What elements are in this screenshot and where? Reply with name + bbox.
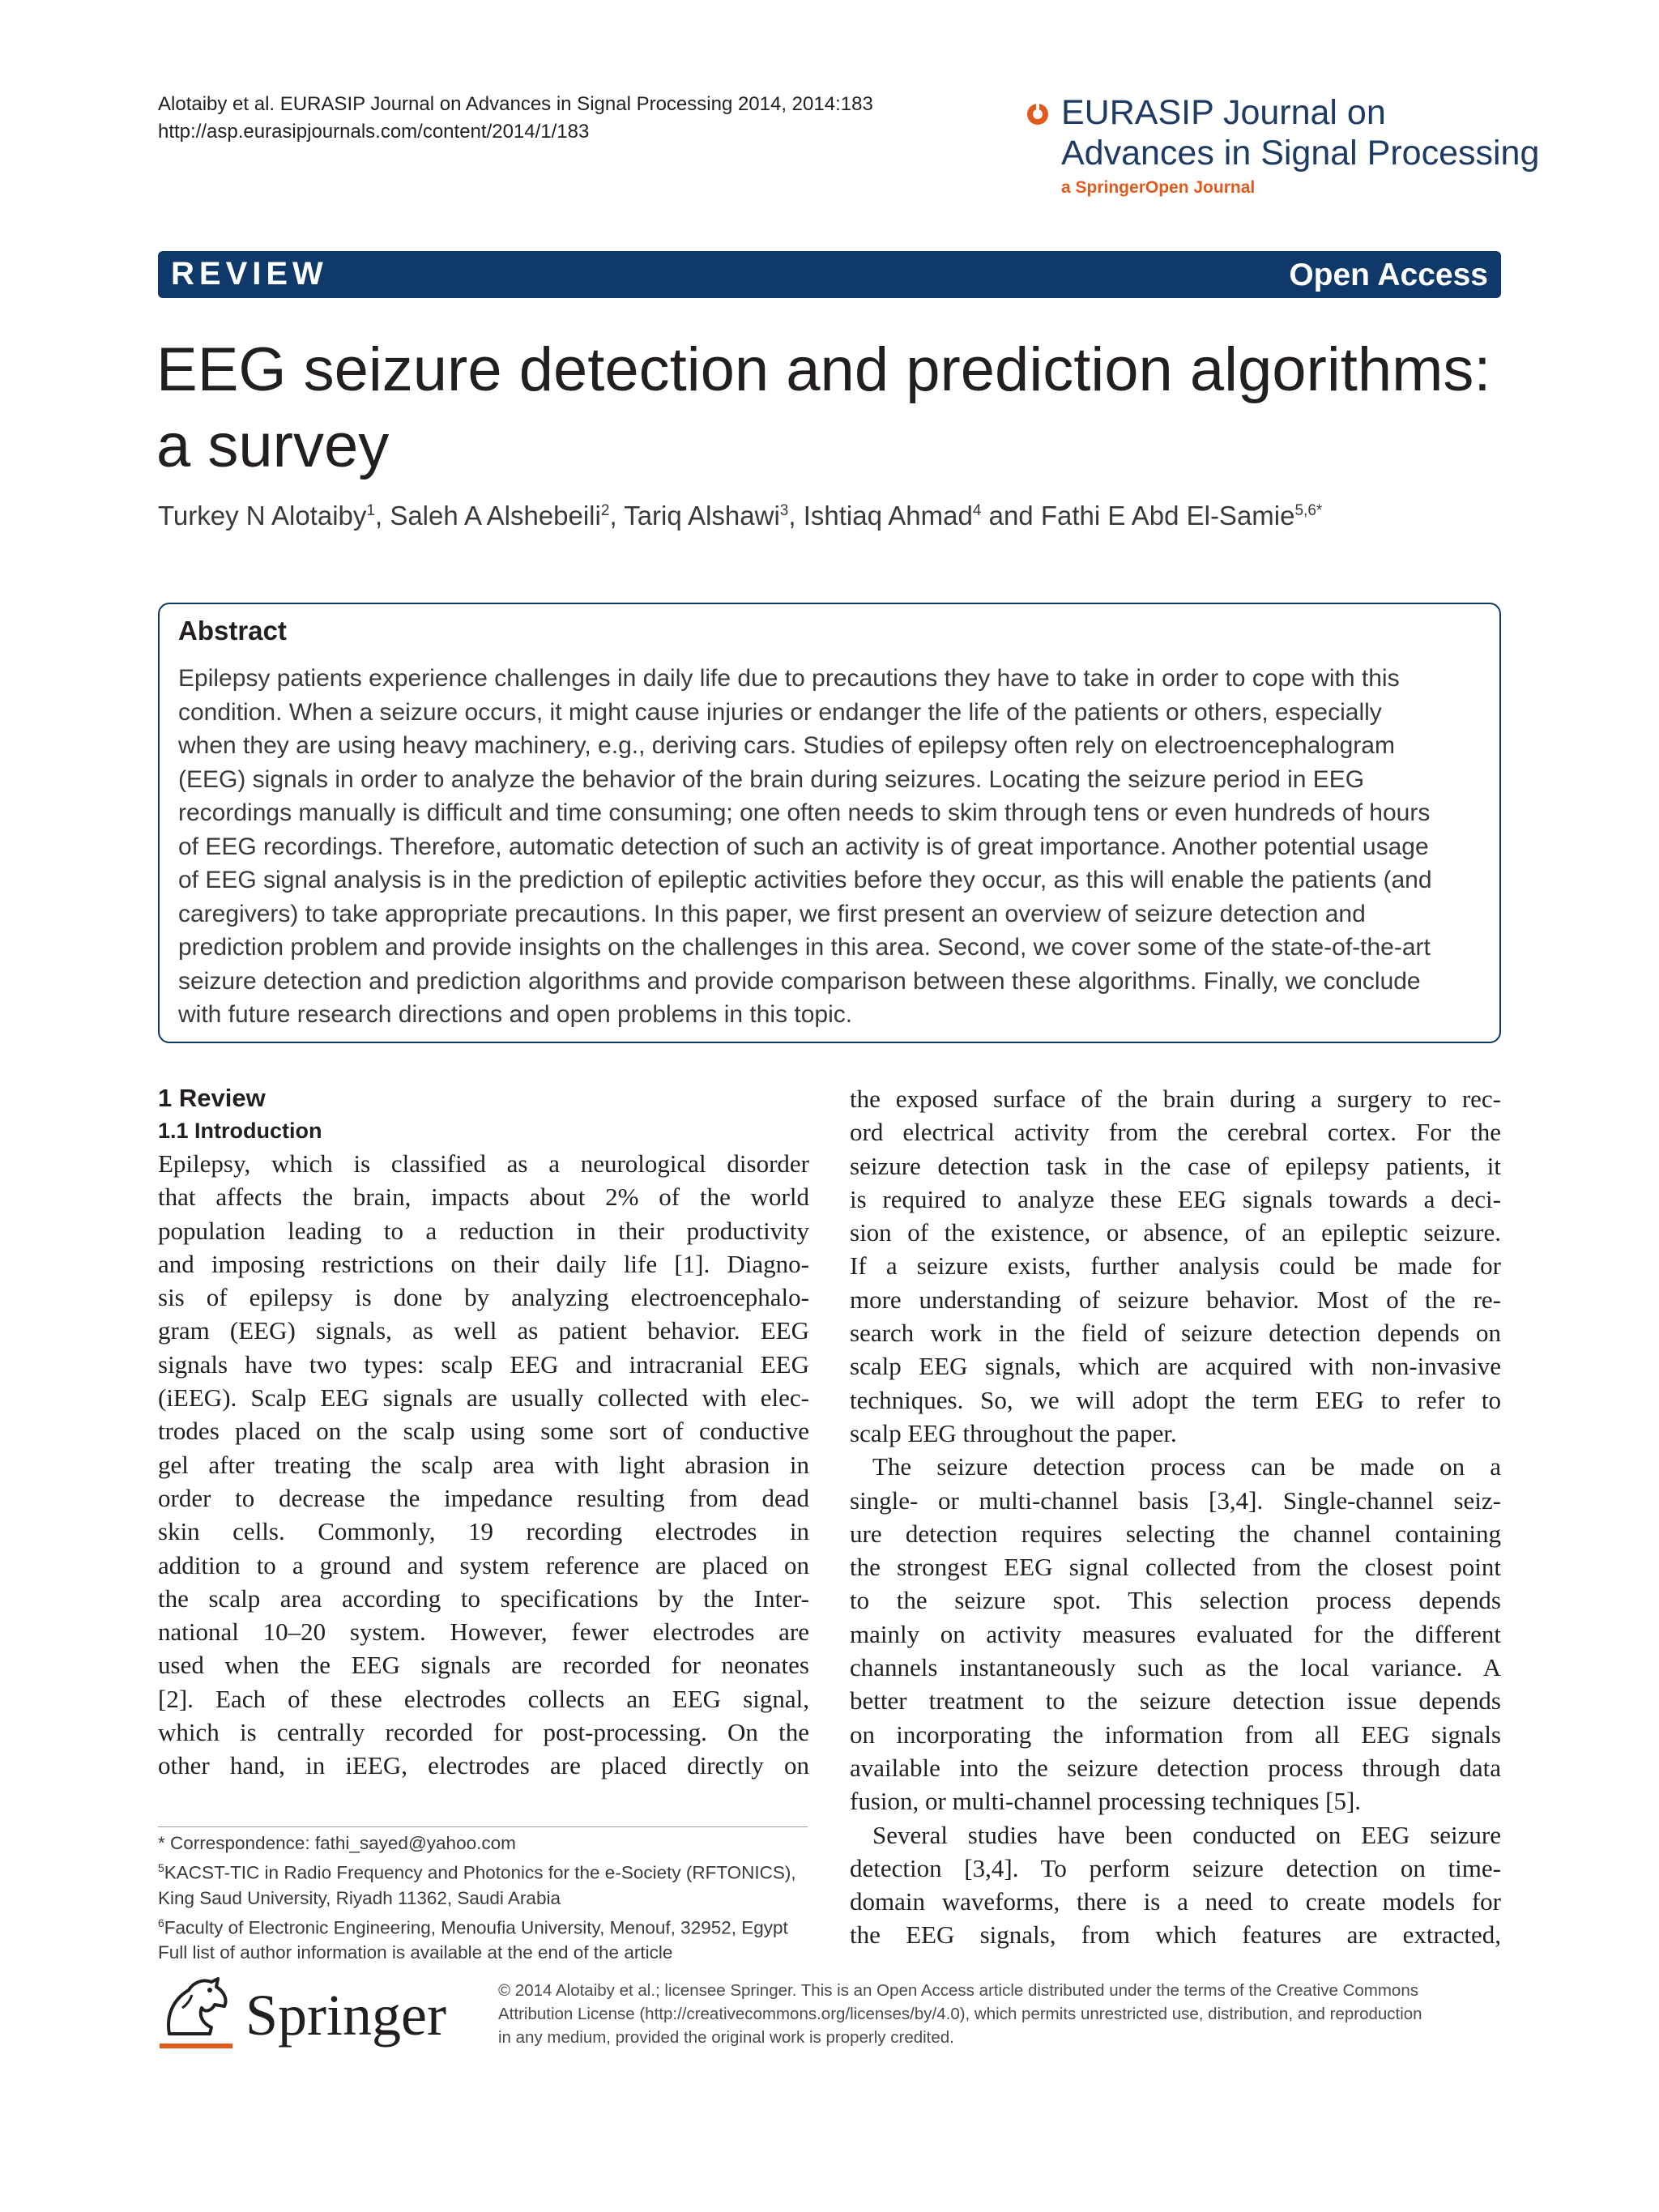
- text-line: other hand, in iEEG, electrodes are placed directly on: [158, 1751, 809, 1780]
- text-line: the strongest EEG signal collected from the closest point: [850, 1553, 1501, 1582]
- author-separator: and: [981, 501, 1041, 531]
- text-line: the EEG signals, from which features are extracted,: [850, 1920, 1501, 1950]
- author-name: Fathi E Abd El-Samie: [1040, 501, 1295, 531]
- springer-horse-icon: [158, 1975, 236, 2044]
- journal-name: EURASIP Journal on: [1061, 93, 1386, 132]
- text-line: available into the seizure detection process through data: [850, 1753, 1501, 1782]
- article-type-banner: [158, 251, 1501, 298]
- text-line: sis of epilepsy is done by analyzing electroencephalo-: [158, 1283, 809, 1312]
- text-line: channels instantaneously such as the local variance. A: [850, 1653, 1501, 1682]
- text-line: and imposing restrictions on their daily life [1]. Diagno-: [158, 1249, 809, 1278]
- author-name: Tariq Alshawi: [624, 501, 780, 531]
- text-line: domain waveforms, there is a need to create models for: [850, 1887, 1501, 1916]
- text-line: search work in the field of seizure detection depends on: [850, 1319, 1501, 1348]
- text-line: on incorporating the information from all EEG signals: [850, 1720, 1501, 1749]
- text-line: scalp EEG throughout the paper.: [850, 1418, 1177, 1447]
- article-type-label: REVIEW: [171, 256, 328, 292]
- license-line: © 2014 Alotaiby et al.; licensee Springer. This is an Open Access article distributed under the terms of the Creative Commons: [498, 1981, 1418, 2000]
- abstract-line: of EEG signal analysis is in the prediction of epileptic activities before they occur, as this will enable the patients (and: [178, 867, 1432, 893]
- affiliation-note: [158, 1911, 830, 1941]
- publisher-name: Springer: [245, 1983, 446, 2048]
- correspondence-note: * Correspondence: fathi_sayed@yahoo.com: [158, 1833, 516, 1853]
- journal-name-line2: Advances in Signal Processing: [1061, 134, 1540, 173]
- text-line: addition to a ground and system reference are placed on: [158, 1550, 809, 1579]
- author-affiliation-marker: 4: [972, 502, 982, 519]
- text-line: national 10–20 system. However, fewer electrodes are: [158, 1617, 809, 1647]
- text-line: seizure detection task in the case of epilepsy patients, it: [850, 1151, 1501, 1180]
- text-line: more understanding of seizure behavior. Most of the re-: [850, 1285, 1501, 1314]
- text-line: Epilepsy, which is classified as a neurological disorder: [158, 1149, 809, 1178]
- text-line: scalp EEG signals, which are acquired with non-invasive: [850, 1352, 1501, 1381]
- text-line: gel after treating the scalp area with light abrasion in: [158, 1450, 809, 1479]
- text-line: that affects the brain, impacts about 2% of the world: [158, 1183, 809, 1212]
- abstract-line: (EEG) signals in order to analyze the behavior of the brain during seizures. Locating the seizure period in EEG: [178, 765, 1365, 793]
- author-affiliation-marker: 1: [366, 502, 375, 519]
- paragraph: [850, 1450, 1501, 1818]
- text-line: is required to analyze these EEG signals towards a deci-: [850, 1184, 1501, 1213]
- author-separator: ,: [374, 501, 390, 531]
- abstract-line: with future research directions and open problems in this topic.: [178, 1001, 853, 1028]
- text-line: Several studies have been conducted on EEG seizure: [872, 1820, 1501, 1849]
- text-line: better treatment to the seizure detection issue depends: [850, 1686, 1501, 1715]
- author-affiliation-marker: 3: [779, 502, 789, 519]
- paragraph: [158, 1147, 809, 1783]
- article-title: [156, 332, 1533, 484]
- text-line: to the seizure spot. This selection process depends: [850, 1586, 1501, 1615]
- author-affiliation-marker: 2: [600, 502, 610, 519]
- text-line: detection [3,4]. To perform seizure detection on time-: [850, 1853, 1501, 1882]
- license-notice: [498, 1979, 1507, 2049]
- abstract-line: condition. When a seizure occurs, it might cause injuries or endanger the life of the patients or others, especially: [178, 698, 1382, 726]
- text-line: which is centrally recorded for post-processing. On the: [158, 1718, 809, 1747]
- text-line: ord electrical activity from the cerebral cortex. For the: [850, 1118, 1501, 1147]
- paragraph: [850, 1818, 1501, 1952]
- text-line: sion of the existence, or absence, of an epileptic seizure.: [850, 1218, 1501, 1247]
- citation-line: Alotaiby et al. EURASIP Journal on Advances in Signal Processing 2014, 2014:183: [158, 93, 873, 115]
- abstract-line: recordings manually is difficult and time consuming; one often needs to skim through tens or even hundreds of hours: [178, 799, 1431, 826]
- abstract-line: caregivers) to take appropriate precautions. In this paper, we first present an overview of seizure detection and: [178, 900, 1366, 927]
- text-line: skin cells. Commonly, 19 recording electrodes in: [158, 1517, 809, 1546]
- affiliation-marker: 5: [158, 1861, 164, 1874]
- abstract-line: of EEG recordings. Therefore, automatic detection of such an activity is of great importance. Another potential usage: [178, 833, 1429, 860]
- author-affiliation-marker: 5,6*: [1294, 502, 1323, 519]
- author-separator: ,: [788, 501, 804, 531]
- text-line: The seizure detection process can be made on a: [872, 1452, 1501, 1481]
- article-url[interactable]: http://asp.eurasipjournals.com/content/2014/1/183: [158, 121, 590, 143]
- license-line: Attribution License (http://creativecommons.org/licenses/by/4.0), which permits unrestricted use, distribution, and reproduction: [498, 2005, 1422, 2023]
- text-line: fusion, or multi-channel processing techniques [5].: [850, 1787, 1362, 1816]
- abstract-heading: Abstract: [178, 616, 287, 646]
- text-line: techniques. So, we will adopt the term EEG to refer to: [850, 1385, 1501, 1414]
- article-citation: [158, 91, 873, 146]
- text-line: ure detection requires selecting the channel containing: [850, 1519, 1501, 1548]
- text-line: the scalp area according to specifications by the Inter-: [158, 1583, 809, 1613]
- text-line: order to decrease the impedance resulting from dead: [158, 1483, 809, 1512]
- footnote-divider: [158, 1826, 808, 1827]
- body-column-right: [850, 1082, 1501, 1952]
- text-line: mainly on activity measures evaluated for the different: [850, 1619, 1501, 1648]
- paragraph: [850, 1082, 1501, 1450]
- affiliation-marker: 6: [158, 1916, 164, 1929]
- logo-underline: [160, 2044, 232, 2048]
- text-line: single- or multi-channel basis [3,4]. Single-channel seiz-: [850, 1485, 1501, 1515]
- open-access-label: Open Access: [1289, 258, 1488, 292]
- affiliation-text: KACST-TIC in Radio Frequency and Photonics for the e-Society (RFTONICS),: [164, 1862, 796, 1883]
- text-line: gram (EEG) signals, as well as patient behavior. EEG: [158, 1316, 809, 1345]
- footnotes: [158, 1831, 830, 1965]
- body-column-left: [158, 1082, 809, 1783]
- text-line: the exposed surface of the brain during a surgery to rec-: [850, 1085, 1501, 1113]
- subsection-heading: 1.1 Introduction: [158, 1119, 322, 1143]
- affiliation-text: Faculty of Electronic Engineering, Menoufia University, Menouf, 32952, Egypt: [164, 1917, 788, 1937]
- title-line: a survey: [156, 411, 390, 480]
- license-line: in any medium, provided the original work is properly credited.: [498, 2028, 954, 2047]
- affiliation-note: [158, 1856, 830, 1886]
- section-heading: 1 Review: [158, 1084, 266, 1112]
- abstract-text: [178, 662, 1482, 1032]
- author-separator: ,: [609, 501, 625, 531]
- affiliation-note-cont: King Saud University, Riyadh 11362, Saudi Arabia: [158, 1887, 561, 1908]
- author-name: Turkey N Alotaiby: [158, 501, 367, 531]
- springeropen-logo-icon: [1026, 102, 1050, 126]
- title-line: EEG seizure detection and prediction algorithms:: [156, 335, 1491, 404]
- abstract-line: Epilepsy patients experience challenges in daily life due to precautions they have to take in order to cope with this: [178, 665, 1400, 692]
- abstract-box: [158, 603, 1501, 1043]
- author-info-note: Full list of author information is available at the end of the article: [158, 1942, 673, 1963]
- author-name: Ishtiaq Ahmad: [803, 501, 973, 531]
- author-list: [158, 501, 1322, 531]
- journal-subtitle: a SpringerOpen Journal: [1061, 178, 1256, 197]
- author-name: Saleh A Alshebeili: [390, 501, 601, 531]
- text-line: signals have two types: scalp EEG and intracranial EEG: [158, 1349, 809, 1379]
- text-line: population leading to a reduction in their productivity: [158, 1216, 809, 1245]
- text-line: If a seizure exists, further analysis could be made for: [850, 1251, 1501, 1281]
- text-line: trodes placed on the scalp using some sort of conductive: [158, 1417, 809, 1446]
- abstract-line: prediction problem and provide insights on the challenges in this area. Second, we cover some of the state-of-the-art: [178, 934, 1431, 961]
- abstract-line: when they are using heavy machinery, e.g., deriving cars. Studies of epilepsy often rely on electroencephalogram: [178, 732, 1395, 759]
- text-line: used when the EEG signals are recorded for neonates: [158, 1651, 809, 1680]
- abstract-line: seizure detection and prediction algorithms and provide comparison between these algorithms. Finally, we conclude: [178, 967, 1421, 995]
- publisher-logo: [158, 1974, 466, 2063]
- text-line: (iEEG). Scalp EEG signals are usually collected with elec-: [158, 1383, 809, 1413]
- text-line: [2]. Each of these electrodes collects an EEG signal,: [158, 1684, 809, 1713]
